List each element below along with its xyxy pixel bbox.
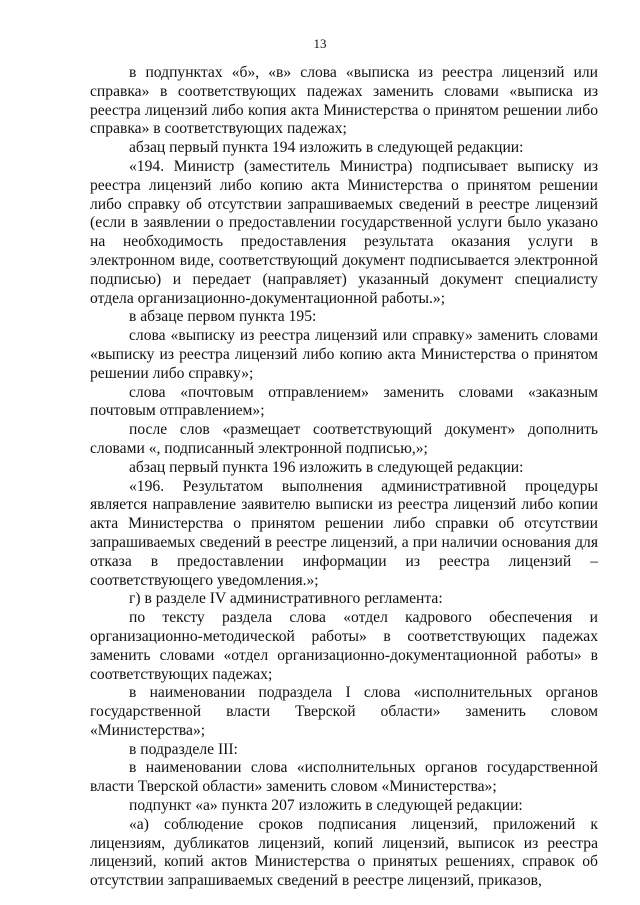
paragraph: в подпунктах «б», «в» слова «выписка из реестра лицензий или справка» в соответствующих падежах заменить словами «выписка из реестра лицензий либо копия акта Министерства о принятом решении либо справка» в соответствующих падежах;: [90, 64, 598, 138]
paragraph: после слов «размещает соответствующий документ» дополнить словами «, подписанный электронной подписью,»;: [90, 421, 598, 457]
paragraph: в наименовании подраздела I слова «исполнительных органов государственной власти Тверской области» заменить словом «Министерства»;: [90, 684, 598, 739]
paragraph: в наименовании слова «исполнительных органов государственной власти Тверской области» заменить словом «Министерства»;: [90, 759, 598, 796]
paragraph: слова «выписку из реестра лицензий или справку» заменить словами «выписку из реестра лицензий либо копию акта Министерства о принятом решении либо справку»;: [90, 327, 598, 382]
paragraph: абзац первый пункта 194 изложить в следующей редакции:: [129, 139, 524, 157]
paragraph: по тексту раздела слова «отдел кадрового обеспечения и организационно-методической работы» в соответствующих падежах заменить словами «отдел организационно-документационной работы» в соответствующих падежах;: [90, 609, 598, 683]
paragraph: «194. Министр (заместитель Министра) подписывает выписку из реестра лицензий либо копию акта Министерства о принятом решении либо справку об отсутствии запрашиваемых сведений в реестре лицензий (если в заявлении о предоставлении государственной услуги было указано на необходимость предоставления результата оказания услуги в электронном виде, соответствующий документ подписывается электронной подписью) и передает (направляет) указанный документ специалисту отдела организационно-документационной работы.»;: [90, 157, 598, 307]
paragraph: подпункт «а» пункта 207 изложить в следующей редакции:: [129, 797, 523, 815]
paragraph: в абзаце первом пункта 195:: [129, 308, 317, 326]
page-number: 13: [313, 36, 327, 51]
paragraph: слова «почтовым отправлением» заменить словами «заказным почтовым отправлением»;: [90, 383, 598, 420]
paragraph: «а) соблюдение сроков подписания лицензий, приложений к лицензиям, дубликатов лицензий, копий лицензий, выписок из реестра лицензий, копий актов Министерства о принятых решениях, справок об отсутствии запрашиваемых сведений в реестре лицензий, приказов,: [90, 815, 598, 890]
paragraph: в подразделе III:: [129, 740, 238, 758]
paragraph: абзац первый пункта 196 изложить в следующей редакции:: [129, 458, 524, 476]
paragraph: «196. Результатом выполнения административной процедуры является направление заявителю выписки из реестра лицензий либо копии акта Министерства о принятом решении либо справки об отсутствии запрашиваемых сведений в реестре лицензий, а при наличии основания для отказа в предоставлении информации из реестра лицензий – соответствующего уведомления.»;: [90, 477, 598, 589]
paragraph: г) в разделе IV административного регламента:: [129, 590, 443, 608]
document-body: [90, 64, 598, 891]
